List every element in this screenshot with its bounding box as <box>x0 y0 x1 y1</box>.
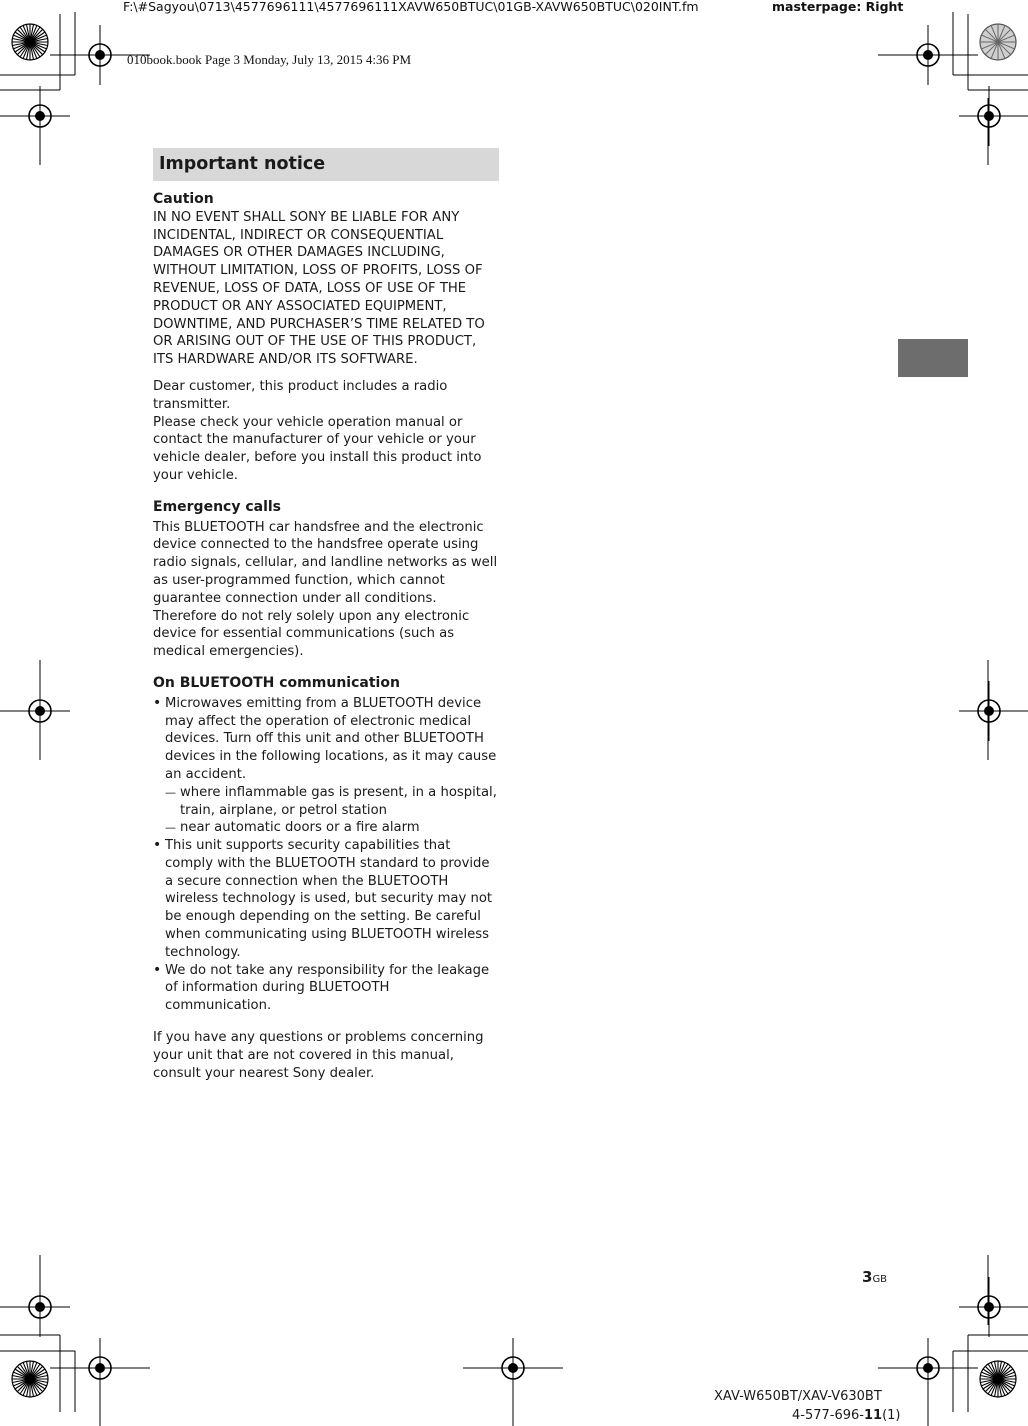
radio-notice-line2: Please check your vehicle operation manual or contact the manufacturer of your vehicle or your vehicle dealer, before you install this product into your vehicle. <box>153 414 482 483</box>
list-item <box>153 962 499 1015</box>
side-tab <box>898 339 968 377</box>
bullet-text: Microwaves emitting from a BLUETOOTH device may affect the operation of electronic medical devices. Turn off this unit and other BLUETOOTH devices in the following locations, as it may cause an accident. <box>165 695 497 782</box>
bluetooth-heading: On BLUETOOTH communication <box>153 674 400 691</box>
list-item <box>153 837 499 962</box>
caution-text: IN NO EVENT SHALL SONY BE LIABLE FOR ANY INCIDENTAL, INDIRECT OR CONSEQUENTIAL DAMAGES OR OTHER DAMAGES INCLUDING, WITHOUT LIMITATION, LOSS OF PROFITS, LOSS OF REVENUE, LOSS OF DATA, LOSS OF USE OF THE PRODUCT OR ANY ASSOCIATED EQUIPMENT, DOWNTIME, AND PURCHASER’S TIME RELATED TO OR ARISING OUT OF THE USE OF THIS PRODUCT, ITS HARDWARE AND/OR ITS SOFTWARE. <box>153 209 485 368</box>
closing-text: If you have any questions or problems concerning your unit that are not covered in this manual, consult your nearest Sony dealer. <box>153 1030 484 1081</box>
caution-heading: Caution <box>153 191 214 207</box>
page-number-suffix: GB <box>872 1274 888 1285</box>
file-path: F:\#Sagyou\0713\4577696111\4577696111XAVW650BTUC\01GB-XAVW650BTUC\020INT.fm <box>123 0 699 14</box>
list-item <box>153 695 499 837</box>
bullet-text: This unit supports security capabilities that comply with the BLUETOOTH standard to provide a secure connection when the BLUETOOTH wireless technology is used, but security may not be enough depending on the setting. Be careful when communicating using BLUETOOTH wireless technology. <box>165 838 493 960</box>
bullet-text: We do not take any responsibility for the leakage of information during BLUETOOTH communication. <box>165 962 490 1014</box>
radio-notice-line1: Dear customer, this product includes a radio transmitter. <box>153 378 448 412</box>
emergency-heading: Emergency calls <box>153 498 282 515</box>
page-number-value: 3 <box>862 1268 873 1286</box>
section-title: Important notice <box>153 148 499 181</box>
part-number-bold: 11 <box>863 1408 883 1423</box>
main-content <box>153 148 499 1091</box>
page-number <box>862 1268 887 1286</box>
part-number <box>792 1408 901 1423</box>
model-number: XAV-W650BT/XAV-V630BT <box>714 1389 882 1404</box>
sub-list-item: — near automatic doors or a fire alarm <box>165 819 499 837</box>
sub-list <box>165 784 499 837</box>
emergency-text: This BLUETOOTH car handsfree and the electronic device connected to the handsfree operate using radio signals, cellular, and landline networks as well as user-programmed function, which cannot guarantee connection under all conditions. Therefore do not rely solely upon any electronic device for essential communications (such as medical emergencies). <box>153 519 498 660</box>
masterpage-label: masterpage: Right <box>772 0 904 14</box>
part-number-prefix: 4-577-696- <box>792 1408 864 1423</box>
book-info-line: 010book.book Page 3 Monday, July 13, 2015 4:36 PM <box>127 52 412 67</box>
sub-list-item: — where inflammable gas is present, in a hospital, train, airplane, or petrol station <box>165 784 499 820</box>
part-number-suffix: (1) <box>882 1408 901 1423</box>
bluetooth-list <box>153 695 499 1015</box>
radio-notice <box>153 378 499 485</box>
